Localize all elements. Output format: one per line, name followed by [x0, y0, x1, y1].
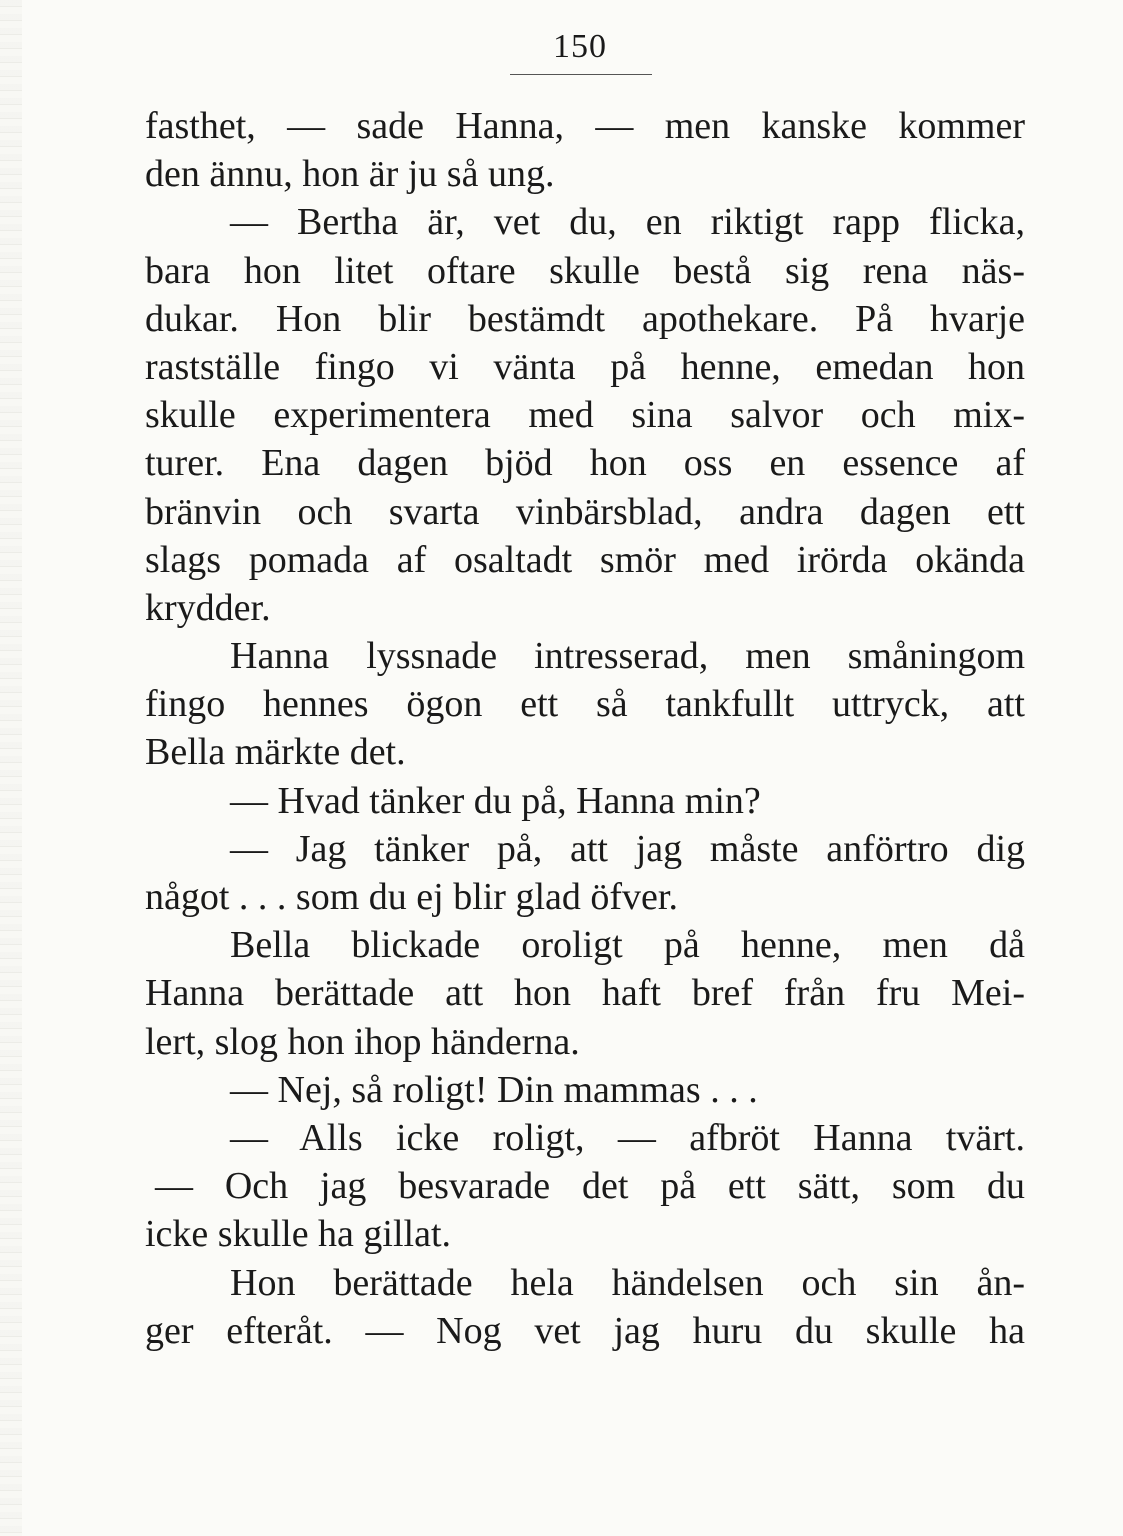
text-line: Hanna berättade att hon haft bref från fru Mei-	[145, 972, 1025, 1015]
text-line: Hanna lyssnade intresserad, men småningom	[230, 635, 1025, 678]
text-line: — Jag tänker på, att jag måste anförtro dig	[230, 827, 1025, 870]
text-line: Bella märkte det.	[145, 731, 406, 774]
text-line: ger efteråt. — Nog vet jag huru du skulle ha	[145, 1309, 1025, 1352]
text-line: slags pomada af osaltadt smör med irörda okända	[145, 538, 1025, 581]
text-line: icke skulle ha gillat.	[145, 1213, 452, 1256]
text-line: — Och jag besvarade det på ett sätt, som du	[155, 1165, 1025, 1208]
text-line: Bella blickade oroligt på henne, men då	[230, 924, 1025, 967]
text-line: — Hvad tänker du på, Hanna min?	[230, 779, 761, 822]
text-line: — Bertha är, vet du, en riktigt rapp flicka,	[230, 201, 1025, 244]
text-line: — Nej, så roligt! Din mammas . . .	[230, 1068, 758, 1111]
text-line: skulle experimentera med sina salvor och mix-	[145, 394, 1025, 437]
text-line: den ännu, hon är ju så ung.	[145, 153, 555, 196]
text-line: krydder.	[145, 586, 271, 629]
text-line: dukar. Hon blir bestämdt apothekare. På hvarje	[145, 297, 1025, 340]
text-line: lert, slog hon ihop händerna.	[145, 1020, 580, 1063]
text-line: rastställe fingo vi vänta på henne, emedan hon	[145, 345, 1025, 388]
text-line: Hon berättade hela händelsen och sin ån-	[230, 1261, 1025, 1304]
text-line: något . . . som du ej blir glad öfver.	[145, 876, 678, 918]
text-line: turer. Ena dagen bjöd hon oss en essence af	[145, 442, 1025, 485]
scan-edge	[0, 0, 22, 1536]
text-line: bara hon litet oftare skulle bestå sig rena näs-	[145, 249, 1025, 292]
header-rule	[510, 74, 652, 75]
text-line: fasthet, — sade Hanna, — men kanske kommer	[145, 105, 1025, 147]
text-line: fingo hennes ögon ett så tankfullt uttryck, att	[145, 683, 1025, 726]
text-line: bränvin och svarta vinbärsblad, andra dagen ett	[145, 490, 1025, 533]
page-body	[145, 102, 1025, 1355]
text-line: — Alls icke roligt, — afbröt Hanna tvärt.	[230, 1116, 1025, 1159]
page-number: 150	[553, 28, 607, 65]
